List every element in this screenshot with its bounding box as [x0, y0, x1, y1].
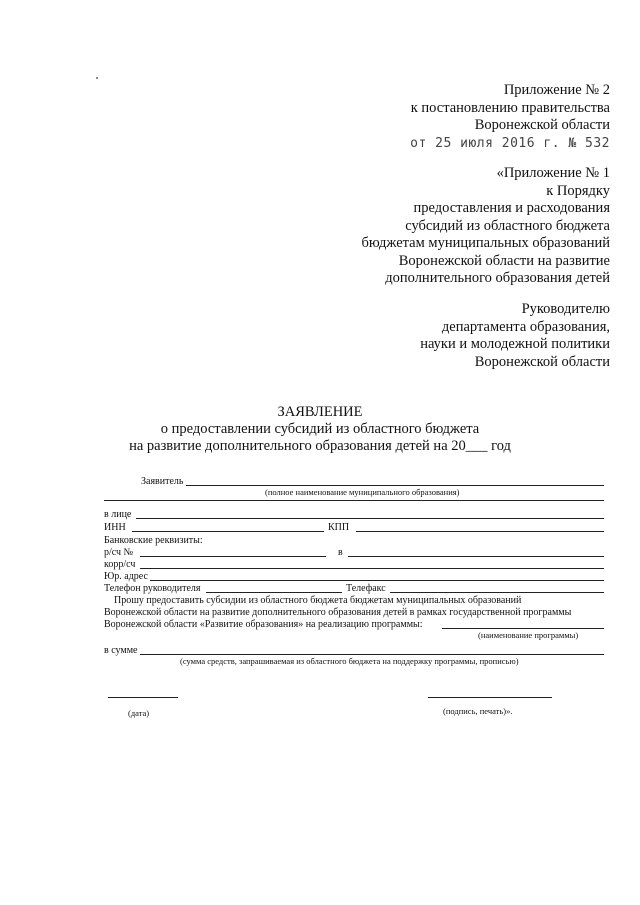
applicant-field[interactable] — [186, 485, 604, 486]
request-line-3: Воронежской области «Развитие образования» на реализацию программы: — [104, 619, 423, 630]
kpp-label: КПП — [328, 522, 350, 533]
rs-field[interactable] — [140, 556, 326, 557]
document-title — [0, 404, 640, 455]
inn-label: ИНН — [104, 522, 126, 533]
appendix-1-line: Воронежской области на развитие — [398, 252, 610, 269]
phone-label: Телефон руководителя — [104, 583, 201, 594]
appendix-2-line2: к постановлению правительства — [410, 99, 610, 116]
scan-speck — [96, 77, 98, 79]
fax-field[interactable] — [390, 592, 604, 593]
bank-in-label: в — [338, 547, 343, 558]
korr-label: корр/сч — [104, 559, 136, 570]
address-label: Юр. адрес — [104, 571, 148, 582]
appendix-1-line: бюджетам муниципальных образований — [361, 235, 610, 251]
rs-label: р/сч № — [104, 547, 134, 558]
appendix-2-line3: Воронежской области — [474, 117, 610, 133]
signature-hint: (подпись, печать)». — [443, 706, 513, 716]
program-name-field[interactable] — [442, 628, 604, 629]
signature-field[interactable] — [428, 697, 552, 698]
title-heading: ЗАЯВЛЕНИЕ — [277, 404, 363, 420]
addressee-line: Руководителю — [521, 301, 610, 317]
date-field[interactable] — [108, 697, 178, 698]
bank-details-label: Банковские реквизиты: — [104, 535, 203, 546]
sum-label: в сумме — [104, 645, 138, 656]
fax-label: Телефакс — [346, 583, 386, 594]
appendix-1-line: предоставления и расходования — [413, 200, 610, 216]
request-line-2: Воронежской области на развитие дополнительного образования детей в рамках государственной программы — [104, 607, 572, 618]
sum-hint: (сумма средств, запрашиваемая из областного бюджета на поддержку программы, прописью) — [180, 656, 519, 666]
sum-field[interactable] — [140, 654, 604, 655]
phone-field[interactable] — [206, 592, 342, 593]
appendix-1-block — [362, 165, 610, 288]
request-line-1: Прошу предоставить субсидии из областного бюджета бюджетам муниципальных образований — [114, 595, 522, 606]
date-number-stamp: от 25 июля 2016 г. № 532 — [410, 135, 610, 151]
appendix-1-line: «Приложение № 1 — [496, 165, 610, 181]
applicant-label: Заявитель — [141, 476, 184, 487]
appendix-1-line: субсидий из областного бюджета — [405, 217, 610, 234]
addressee-line: департамента образования, — [441, 318, 610, 335]
addressee-block — [420, 301, 610, 371]
kpp-field[interactable] — [356, 531, 604, 532]
korr-field[interactable] — [140, 568, 604, 569]
appendix-1-line: дополнительного образования детей — [385, 270, 610, 286]
appendix-2-block — [410, 82, 610, 152]
inn-field[interactable] — [132, 531, 324, 532]
in-person-label: в лице — [104, 509, 132, 520]
appendix-1-line: к Порядку — [546, 182, 610, 199]
title-line3: на развитие дополнительного образования детей на 20___ год — [129, 438, 511, 454]
bank-name-field[interactable] — [348, 556, 604, 557]
address-field[interactable] — [150, 580, 604, 581]
addressee-line: науки и молодежной политики — [420, 336, 610, 352]
applicant-hint: (полное наименование муниципального образования) — [265, 487, 460, 497]
program-hint: (наименование программы) — [478, 630, 579, 640]
applicant-field-continued[interactable] — [104, 500, 604, 501]
title-line2: о предоставлении субсидий из областного бюджета — [160, 421, 480, 437]
appendix-2-title: Приложение № 2 — [503, 82, 610, 98]
addressee-line: Воронежской области — [474, 353, 610, 370]
date-hint: (дата) — [128, 708, 150, 718]
in-person-field[interactable] — [136, 518, 604, 519]
